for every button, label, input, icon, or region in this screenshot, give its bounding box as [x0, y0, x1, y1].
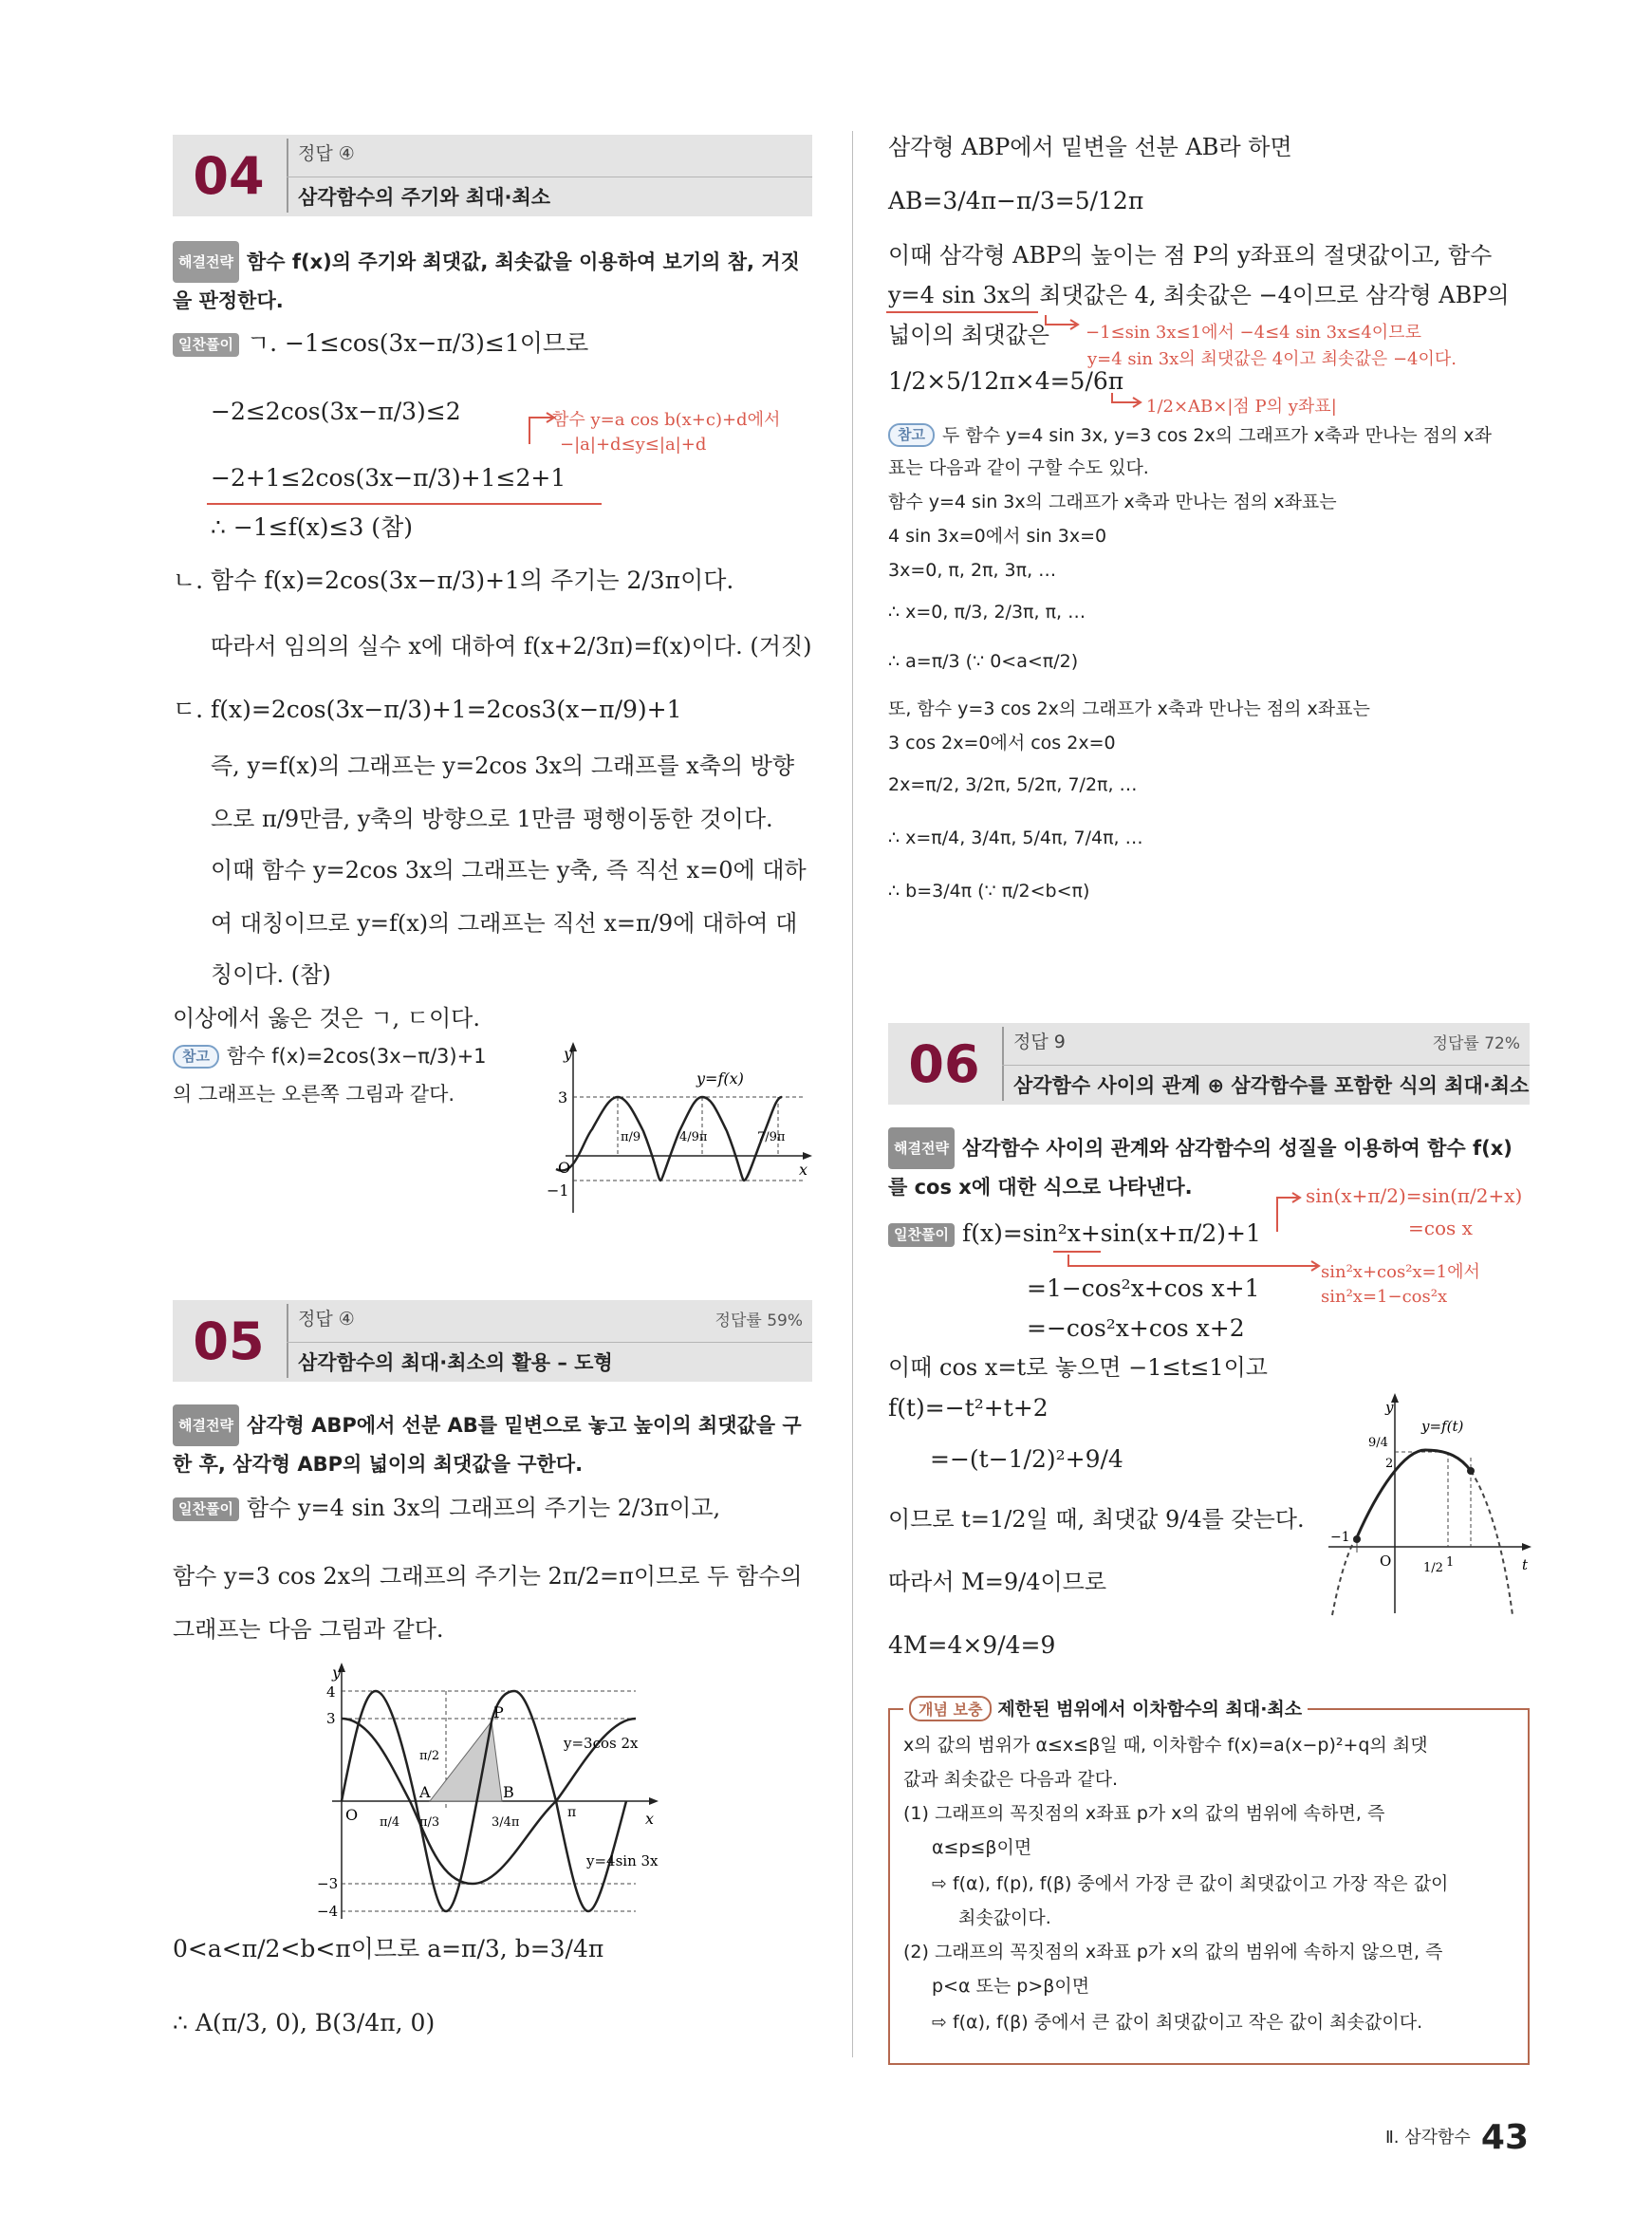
solution-05-r4: y=4 sin 3x의 최댓값은 4, 최솟값은 −4이므로 삼각형 ABP의: [888, 282, 1510, 308]
svg-text:t: t: [1522, 1556, 1529, 1573]
svg-text:3: 3: [558, 1088, 568, 1106]
correct-rate: 정답률 59%: [715, 1311, 803, 1330]
svg-text:y: y: [1385, 1399, 1394, 1416]
red-arrow-icon: [1275, 1190, 1304, 1234]
correct-rate: 정답률 72%: [1432, 1034, 1520, 1053]
solution-05-r2: AB=3/4π−π/3=5/12π: [888, 187, 1144, 214]
svg-text:1: 1: [1446, 1555, 1455, 1570]
svg-text:O: O: [1380, 1553, 1392, 1570]
note-05-line7: ∴ a=π/3 (∵ 0<a<π/2): [888, 651, 1079, 672]
solution-06-line4: 이때 cos x=t로 놓으면 −1≤t≤1이고: [888, 1354, 1268, 1381]
svg-text:4/9π: 4/9π: [679, 1130, 708, 1144]
solution-05-r1: 삼각형 ABP에서 밑변을 선분 AB라 하면: [888, 134, 1292, 160]
solution-04-line11: 여 대칭이므로 y=f(x)의 그래프는 직선 x=π/9에 대하여 대: [211, 910, 798, 937]
red-arrow-icon: [1044, 313, 1082, 334]
concept-box: 개념 보충 제한된 범위에서 이차함수의 최대·최소 x의 값의 범위가 α≤x≤β일 때, 이차함수 f(x)=a(x−p)²+q의 최댓 값과 최솟값은 다음과 같다. (1) 그래프의 꼭짓점의 x좌표 p가 x의 값의 범위에 속하면, 즉 α≤p≤β이면 ⇨ f(α), f(p), f(β) 중에서 가장 큰 값이 최댓값이고 가장 작은 값이 최솟값이다. (2) 그래프의 꼭짓점의 x좌표 p가 x의 값의 범위에 속하지 않으면, 즉 p<α 또는 p>β이면 ⇨ f(α), f(β) 중에서 큰 값이 최댓값이고 작은 값이 최솟값이다.: [888, 1708, 1530, 2065]
svg-text:−1: −1: [547, 1181, 569, 1199]
solve-tag: 일찬풀이: [173, 333, 239, 357]
red-arrow-icon: [528, 412, 556, 446]
svg-text:A: A: [419, 1783, 431, 1801]
note-red-04a: 함수 y=a cos b(x+c)+d에서: [552, 410, 781, 430]
svg-text:π: π: [567, 1805, 577, 1820]
note-red-06d: sin²x=1−cos²x: [1321, 1287, 1448, 1307]
solution-04-line8: 즉, y=f(x)의 그래프는 y=2cos 3x의 그래프를 x축의 방향: [211, 753, 795, 779]
concept-box-title: 개념 보충 제한된 범위에서 이차함수의 최대·최소: [903, 1695, 1308, 1721]
note-05-line11: ∴ x=π/4, 3/4π, 5/4π, 7/4π, …: [888, 828, 1143, 848]
graph-05: [313, 1657, 674, 1923]
svg-text:y=3cos 2x: y=3cos 2x: [564, 1735, 639, 1752]
solution-05-line4: 0<a<π/2<b<π이므로 a=π/3, b=3/4π: [173, 1935, 604, 1962]
section-number: 04: [193, 145, 265, 206]
svg-text:O: O: [345, 1806, 359, 1824]
solution-05-line2: 함수 y=3 cos 2x의 그래프의 주기는 2π/2=π이므로 두 함수의: [173, 1563, 803, 1590]
page-footer: [1385, 2118, 1529, 2157]
chapter-label: Ⅱ. 삼각함수: [1384, 2128, 1471, 2148]
solution-04-line13: 이상에서 옳은 것은 ㄱ, ㄷ이다.: [173, 1005, 480, 1032]
note-05-line10: 2x=π/2, 3/2π, 5/2π, 7/2π, …: [888, 774, 1138, 795]
section-title: 삼각함수의 주기와 최대·최소: [298, 186, 551, 209]
solution-05-r6: 1/2×5/12π×4=5/6π: [888, 367, 1124, 395]
solution-06-line8: 따라서 M=9/4이므로: [888, 1569, 1107, 1595]
svg-text:B: B: [503, 1783, 514, 1801]
solution-04-line12: 칭이다. (참): [211, 961, 331, 988]
section-title: 삼각함수 사이의 관계 ⊕ 삼각함수를 포함한 식의 최대·최소: [1013, 1074, 1530, 1097]
solution-06-line3: =−cos²x+cos x+2: [1027, 1314, 1245, 1342]
strategy-05: 해결전략 삼각형 ABP에서 선분 AB를 밑변으로 놓고 높이의 최댓값을 구 한 후, 삼각형 ABP의 넓이의 최댓값을 구한다.: [173, 1404, 802, 1482]
note-05-line1: 참고 두 함수 y=4 sin 3x, y=3 cos 2x의 그래프가 x축과 만나는 점의 x좌: [888, 423, 1492, 448]
solution-04-line10: 이때 함수 y=2cos 3x의 그래프는 y축, 즉 직선 x=0에 대하: [211, 857, 807, 883]
note-tag: 참고: [888, 423, 935, 447]
svg-text:−1: −1: [1330, 1530, 1350, 1545]
note-red-06c: sin²x+cos²x=1에서: [1321, 1262, 1480, 1282]
note-red-05b: y=4 sin 3x의 최댓값은 4이고 최솟값은 −4이다.: [1087, 349, 1457, 369]
note-05-line8: 또, 함수 y=3 cos 2x의 그래프가 x축과 만나는 점의 x좌표는: [888, 698, 1370, 719]
note-tag: 참고: [173, 1045, 219, 1069]
section-title: 삼각함수의 최대·최소의 활용 – 도형: [298, 1351, 613, 1374]
graph-04: [537, 1036, 812, 1217]
svg-text:3: 3: [326, 1710, 336, 1727]
svg-text:y=f(t): y=f(t): [1421, 1418, 1464, 1435]
solution-04-line6: 따라서 임의의 실수 x에 대하여 f(x+2/3π)=f(x)이다. (거짓): [211, 633, 812, 660]
answer-label: 정답 ④: [298, 1309, 355, 1330]
svg-text:O: O: [558, 1159, 571, 1177]
solve-tag: 일찬풀이: [888, 1223, 955, 1247]
strategy-04: 해결전략 함수 f(x)의 주기와 최댓값, 최솟값을 이용하여 보기의 참, 거짓 을 판정한다.: [173, 241, 800, 319]
column-divider: [852, 131, 853, 2057]
svg-text:P: P: [493, 1703, 504, 1721]
solution-06-line9: 4M=4×9/4=9: [888, 1631, 1056, 1659]
solution-04-line4: ∴ −1≤f(x)≤3 (참): [211, 513, 413, 541]
solution-06-line2: =1−cos²x+cos x+1: [1027, 1274, 1260, 1302]
svg-text:y: y: [332, 1664, 342, 1682]
note-05-line12: ∴ b=3/4π (∵ π/2<b<π): [888, 881, 1090, 902]
strategy-tag: 해결전략: [888, 1127, 955, 1169]
page-number: 43: [1480, 2118, 1529, 2157]
svg-text:y=f(x): y=f(x): [696, 1069, 744, 1088]
note-04b: 의 그래프는 오른쪽 그림과 같다.: [173, 1083, 455, 1106]
solution-04-line1: 일찬풀이 ㄱ. −1≤cos(3x−π/3)≤1이므로: [173, 328, 588, 358]
section-number: 05: [193, 1311, 265, 1371]
svg-text:7/9π: 7/9π: [757, 1130, 786, 1144]
note-red-05a: −1≤sin 3x≤1에서 −4≤4 sin 3x≤4이므로: [1086, 323, 1421, 343]
strategy-tag: 해결전략: [173, 1404, 239, 1446]
solution-05-line3: 그래프는 다음 그림과 같다.: [173, 1616, 444, 1643]
svg-text:−3: −3: [317, 1875, 339, 1892]
note-red-06a: sin(x+π/2)=sin(π/2+x): [1306, 1184, 1523, 1207]
note-red-04b: −|a|+d≤y≤|a|+d: [560, 435, 707, 455]
svg-text:y=4sin 3x: y=4sin 3x: [586, 1852, 659, 1869]
solve-tag: 일찬풀이: [173, 1497, 239, 1521]
note-05-line4: 4 sin 3x=0에서 sin 3x=0: [888, 526, 1107, 547]
section-05-header: [173, 1300, 812, 1382]
solution-05-line1: 일찬풀이 함수 y=4 sin 3x의 그래프의 주기는 2/3π이고,: [173, 1494, 720, 1522]
svg-text:y: y: [564, 1045, 573, 1063]
solution-04-line2: −2≤2cos(3x−π/3)≤2: [211, 398, 461, 425]
svg-text:x: x: [799, 1161, 808, 1179]
note-red-05c: 1/2×AB×|점 P의 y좌표|: [1146, 397, 1337, 417]
note-red-06b: =cos x: [1408, 1217, 1473, 1239]
solution-05-r5: 넓이의 최댓값은: [888, 322, 1049, 348]
svg-text:3/4π: 3/4π: [492, 1815, 520, 1830]
svg-text:1/2: 1/2: [1423, 1561, 1443, 1575]
svg-text:π/4: π/4: [380, 1815, 400, 1830]
solution-04-line9: 으로 π/9만큼, y축의 방향으로 1만큼 평행이동한 것이다.: [211, 806, 773, 832]
red-underline: [207, 503, 602, 505]
section-06-header: [888, 1023, 1530, 1105]
svg-text:π/9: π/9: [621, 1130, 641, 1144]
svg-text:4: 4: [326, 1683, 336, 1701]
solution-04-line3: −2+1≤2cos(3x−π/3)+1≤2+1: [211, 464, 566, 492]
svg-text:9/4: 9/4: [1368, 1436, 1388, 1450]
note-05-line5: 3x=0, π, 2π, 3π, …: [888, 560, 1057, 581]
solution-05-r3: 이때 삼각형 ABP의 높이는 점 P의 y좌표의 절댓값이고, 함수: [888, 242, 1493, 269]
note-05-line3: 함수 y=4 sin 3x의 그래프가 x축과 만나는 점의 x좌표는: [888, 492, 1337, 512]
graph-06: [1319, 1385, 1537, 1623]
svg-text:x: x: [645, 1810, 655, 1828]
note-04: 참고 함수 f(x)=2cos(3x−π/3)+1: [173, 1044, 487, 1069]
svg-text:π/3: π/3: [419, 1815, 440, 1830]
solution-04-line7: ㄷ. f(x)=2cos(3x−π/3)+1=2cos3(x−π/9)+1: [173, 696, 682, 723]
solution-04-line5: ㄴ. 함수 f(x)=2cos(3x−π/3)+1의 주기는 2/3π이다.: [173, 567, 734, 594]
section-04-header: [173, 135, 812, 216]
svg-text:π/2: π/2: [419, 1749, 440, 1763]
note-05-line9: 3 cos 2x=0에서 cos 2x=0: [888, 733, 1116, 753]
svg-text:−4: −4: [317, 1903, 339, 1920]
solution-05-line5: ∴ A(π/3, 0), B(3/4π, 0): [173, 2009, 436, 2036]
answer-label: 정답 9: [1013, 1032, 1066, 1052]
solution-06-line5: f(t)=−t²+t+2: [888, 1394, 1049, 1422]
solution-06-line1: 일찬풀이 f(x)=sin²x+sin(x+π/2)+1: [888, 1218, 1261, 1248]
solution-06-line7: 이므로 t=1/2일 때, 최댓값 9/4를 갖는다.: [888, 1506, 1305, 1533]
note-05-line2: 표는 다음과 같이 구할 수도 있다.: [888, 457, 1149, 478]
strategy-tag: 해결전략: [173, 241, 239, 283]
section-number: 06: [908, 1033, 980, 1094]
solution-06-line6: =−(t−1/2)²+9/4: [930, 1445, 1123, 1473]
red-arrow-icon: [1110, 391, 1144, 410]
svg-text:2: 2: [1385, 1457, 1394, 1471]
red-underline: [886, 311, 1038, 313]
strategy-06: 해결전략 삼각함수 사이의 관계와 삼각함수의 성질을 이용하여 함수 f(x) 를 cos x에 대한 식으로 나타낸다.: [888, 1127, 1513, 1205]
answer-label: 정답 ④: [298, 143, 355, 164]
note-05-line6: ∴ x=0, π/3, 2/3π, π, …: [888, 602, 1086, 623]
